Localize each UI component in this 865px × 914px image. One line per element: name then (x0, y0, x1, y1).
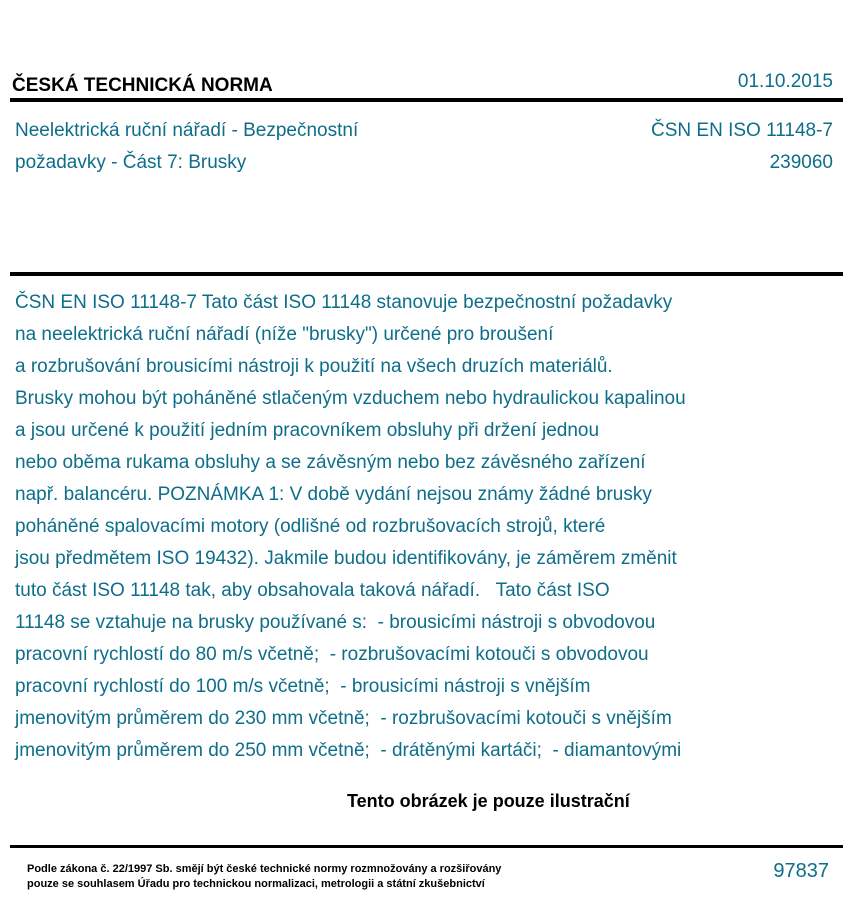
abstract-line: jmenovitým průměrem do 230 mm včetně; - rozbrušovacími kotouči s vnějším (15, 708, 672, 729)
standard-code: ČSN EN ISO 11148-7 (651, 120, 833, 141)
copyright-notice-line: Podle zákona č. 22/1997 Sb. smějí být české technické normy rozmnožovány a rozšiřovány (27, 863, 502, 875)
abstract-line: 11148 se vztahuje na brusky používané s: - brousicími nástroji s obvodovou (15, 612, 656, 633)
abstract-line: nebo oběma rukama obsluhy a se závěsným nebo bez závěsného zařízení (15, 452, 646, 473)
abstract-text (15, 287, 805, 767)
footer-divider (10, 845, 843, 848)
abstract-line: jsou předmětem ISO 19432). Jakmile budou identifikovány, je záměrem změnit (15, 548, 677, 569)
document-identifiers (651, 115, 833, 179)
section-divider (10, 272, 843, 276)
document-title-line: požadavky - Část 7: Brusky (15, 152, 247, 173)
header-divider (10, 98, 843, 102)
abstract-line: jmenovitým průměrem do 250 mm včetně; - drátěnými kartáči; - diamantovými (15, 740, 682, 761)
illustration-disclaimer: Tento obrázek je pouze ilustrační (347, 791, 630, 811)
abstract-line: poháněné spalovacími motory (odlišné od rozbrušovacích strojů, které (15, 516, 606, 537)
abstract-line: a jsou určené k použití jedním pracovníkem obsluhy při držení jednou (15, 420, 600, 441)
document-title (15, 115, 535, 179)
publication-date: 01.10.2015 (737, 71, 833, 92)
copyright-notice (27, 862, 501, 892)
abstract-line: tuto část ISO 11148 tak, aby obsahovala taková nářadí. Tato část ISO (15, 580, 610, 601)
abstract-line: Brusky mohou být poháněné stlačeným vzduchem nebo hydraulickou kapalinou (15, 388, 686, 409)
abstract-line: a rozbrušování brousicími nástroji k použití na všech druzích materiálů. (15, 356, 613, 377)
copyright-notice-line: pouze se souhlasem Úřadu pro technickou normalizaci, metrologii a státní zkušebnictví (27, 878, 485, 890)
document-title-line: Neelektrická ruční nářadí - Bezpečnostní (15, 120, 359, 141)
abstract-line: ČSN EN ISO 11148-7 Tato část ISO 11148 stanovuje bezpečnostní požadavky (15, 292, 673, 313)
abstract-line: např. balancéru. POZNÁMKA 1: V době vydání nejsou známy žádné brusky (15, 484, 652, 505)
abstract-line: pracovní rychlostí do 80 m/s včetně; - rozbrušovacími kotouči s obvodovou (15, 644, 649, 665)
standard-type-heading: ČESKÁ TECHNICKÁ NORMA (12, 75, 273, 96)
abstract-line: na neelektrická ruční nářadí (níže "brusky") určené pro broušení (15, 324, 554, 345)
catalog-number: 97837 (773, 860, 829, 882)
abstract-line: pracovní rychlostí do 100 m/s včetně; - brousicími nástroji s vnějším (15, 676, 591, 697)
classification-number: 239060 (769, 152, 833, 173)
